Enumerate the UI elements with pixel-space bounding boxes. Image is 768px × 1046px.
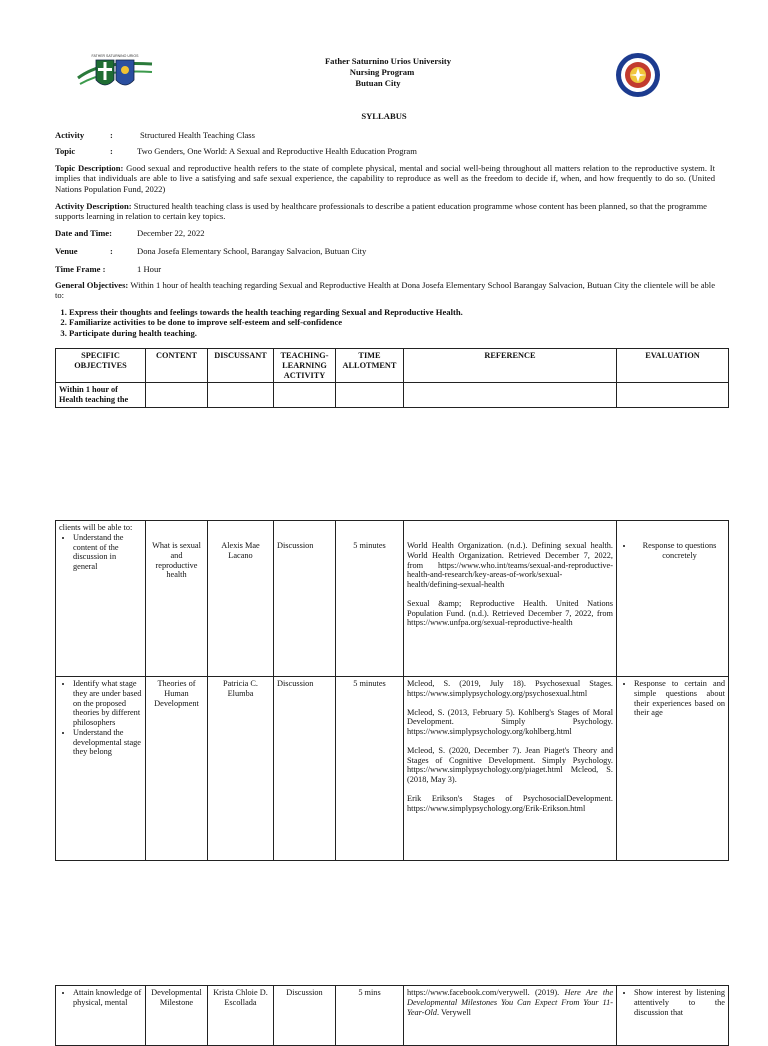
table-cell-time: 5 minutes: [336, 521, 404, 677]
table-cell-discussant: Alexis Mae Lacano: [208, 521, 274, 677]
table-cell-evaluation: [617, 521, 729, 677]
objective-list: [55, 307, 715, 338]
objective-bullet: • Attain knowledge of physical, mental: [73, 988, 142, 1008]
general-objectives: [55, 280, 715, 301]
table-cell-reference: [404, 521, 617, 677]
table-cell-discussant: Krista Chloie D. Escollada: [208, 986, 274, 1046]
activity-value: Structured Health Teaching Class: [140, 130, 255, 140]
table-cell-empty: [146, 383, 208, 408]
syllabus-table-page3: [55, 985, 729, 1046]
date-value: December 22, 2022: [137, 228, 205, 238]
table-row: [56, 677, 729, 861]
objective-item: 2. Familiarize activities to be done to improve self-esteem and self-confidence: [69, 317, 715, 327]
header-time-allotment: TIME ALLOTMENT: [336, 349, 404, 383]
reference-entry: Mcleod, S. (2019, July 18). Psychosexual Stages. https://www.simplypsychology.org/psychosexual.html: [407, 679, 613, 698]
table-cell-activity: Discussion: [274, 521, 336, 677]
evaluation-bullet: • Response to questions concretely: [634, 541, 725, 561]
objective-item: 1. Express their thoughts and feelings towards the health teaching regarding Sexual and Reproductive Health.: [69, 307, 715, 317]
header-specific-objectives: SPECIFIC OBJECTIVES: [56, 349, 146, 383]
venue-label: Venue: [55, 246, 78, 256]
activity-description: [55, 201, 715, 222]
objective-bullet: • Identify what stage they are under based on the proposed theories by different philosophers: [73, 679, 142, 728]
topic-sep: :: [110, 146, 113, 156]
header-evaluation: EVALUATION: [617, 349, 729, 383]
activity-description-text: Structured health teaching class is used by healthcare professionals to describe a patient education programme whose content has been planned, so that the programme supports learning in relation to certain key topics.: [55, 201, 707, 222]
general-objectives-text: Within 1 hour of health teaching regarding Sexual and Reproductive Health at Dona Josefa Elementary School Barangay Salvacion, Butuan City the clientele will be able to:: [55, 280, 716, 301]
venue-value: Dona Josefa Elementary School, Barangay Salvacion, Butuan City: [137, 246, 367, 256]
general-objectives-label: General Objectives:: [55, 280, 129, 290]
objective-intro: clients will be able to:: [59, 523, 133, 532]
table-cell-reference: [404, 986, 617, 1046]
topic-description: [55, 163, 715, 194]
table-cell-empty: [208, 383, 274, 408]
syllabus-table-header: [55, 348, 729, 408]
reference-source: https://www.facebook.com/verywell. (2019).: [407, 988, 560, 997]
table-row: [56, 986, 729, 1046]
reference-publisher: . Verywell: [436, 1007, 471, 1017]
reference-entry: Mcleod, S. (2013, February 5). Kohlberg's Stages of Moral Development. Simply Psychology. https://www.simplypsychology.org/kohlberg.html: [407, 707, 613, 737]
objective-bullet: • Understand the developmental stage they belong: [73, 728, 142, 757]
topic-description-label: Topic Description:: [55, 163, 124, 173]
table-cell-time: 5 minutes: [336, 677, 404, 861]
table-cell-reference: [404, 677, 617, 861]
header-reference: REFERENCE: [404, 349, 617, 383]
table-cell-objective: [56, 677, 146, 861]
table-cell-empty: [617, 383, 729, 408]
table-row: [56, 521, 729, 677]
activity-description-label: Activity Description:: [55, 201, 132, 211]
reference-entry: World Health Organization. (n.d.). Defining sexual health. World Health Organization. Retrieved December 7, 2022, from https://www.who.int/teams/sexual-and-reproductive-health-and-research/key-areas-of-work/sexual-health/defining-sexual-health: [407, 541, 613, 590]
activity-sep: :: [110, 130, 113, 140]
table-cell-activity: Discussion: [274, 677, 336, 861]
time-frame-label: Time Frame :: [55, 264, 106, 274]
header-content: CONTENT: [146, 349, 208, 383]
svg-text:FATHER SATURNINO URIOS: FATHER SATURNINO URIOS: [91, 54, 139, 58]
table-cell-discussant: Patricia C. Elumba: [208, 677, 274, 861]
date-label: Date and Time:: [55, 228, 112, 238]
evaluation-bullet: • Show interest by listening attentively to the discussion that: [634, 988, 725, 1017]
reference-entry: Sexual &amp; Reproductive Health. United Nations Population Fund. (n.d.). Retrieved December 7, 2022, from https://www.unfpa.org/sexual-reproductive-health: [407, 598, 613, 628]
header-teaching-learning-activity: TEACHING-LEARNING ACTIVITY: [274, 349, 336, 383]
reference-entry: Mcleod, S. (2020, December 7). Jean Piaget's Theory and Stages of Cognitive Development. Simply Psychology. https://www.simplypsychology.org/piaget.html Mcleod, S. (2018, May 3).: [407, 745, 613, 785]
activity-label: Activity: [55, 130, 85, 140]
topic-description-text: Good sexual and reproductive health refers to the state of complete physical, mental and social well-being throughout all matters relation to the reproductive system. It implies that individuals are able to live a satisfying and safe sexual experience, the capability to reproduce as well as the freedom to decide if, when, and how frequently to do so. (United Nations Population Fund, 2022): [55, 163, 715, 194]
table-cell-objective: [56, 986, 146, 1046]
reference-entry: Erik Erikson's Stages of PsychosocialDevelopment. https://www.simplypsychology.org/Erik-Erikson.html: [407, 794, 613, 813]
university-name: Father Saturnino Urios University: [324, 56, 452, 66]
table-cell-content: What is sexual and reproductive health: [146, 521, 208, 677]
table-cell-time: 5 mins: [336, 986, 404, 1046]
table-cell-content: Developmental Milestone: [146, 986, 208, 1046]
reference-title: Here Are the Developmental Milestones You Can Expect From Your 11-Year-Old: [407, 988, 613, 1017]
evaluation-bullet: • Response to certain and simple questions about their experiences based on their age: [634, 679, 725, 718]
table-cell-empty: [404, 383, 617, 408]
city-name: Butuan City: [355, 78, 401, 88]
table-cell-empty: [274, 383, 336, 408]
time-frame-value: 1 Hour: [137, 264, 162, 274]
topic-value: Two Genders, One World: A Sexual and Reproductive Health Education Program: [137, 146, 417, 156]
venue-sep: :: [110, 246, 113, 256]
table-cell-evaluation: [617, 986, 729, 1046]
program-name: Nursing Program: [349, 67, 415, 77]
table-cell-empty: [336, 383, 404, 408]
topic-label: Topic: [55, 146, 76, 156]
table-cell-evaluation: [617, 677, 729, 861]
table-cell-objective: [56, 521, 146, 677]
document-title: SYLLABUS: [361, 111, 407, 121]
table-cell-activity: Discussion: [274, 986, 336, 1046]
syllabus-table-page2: [55, 520, 729, 861]
table-cell-content: Theories of Human Development: [146, 677, 208, 861]
header-discussant: DISCUSSANT: [208, 349, 274, 383]
objective-item: 3. Participate during health teaching.: [69, 328, 715, 338]
objective-bullet: • Understand the content of the discussion in general: [73, 533, 142, 572]
table-cell-objective: Within 1 hour of Health teaching the: [56, 383, 146, 408]
